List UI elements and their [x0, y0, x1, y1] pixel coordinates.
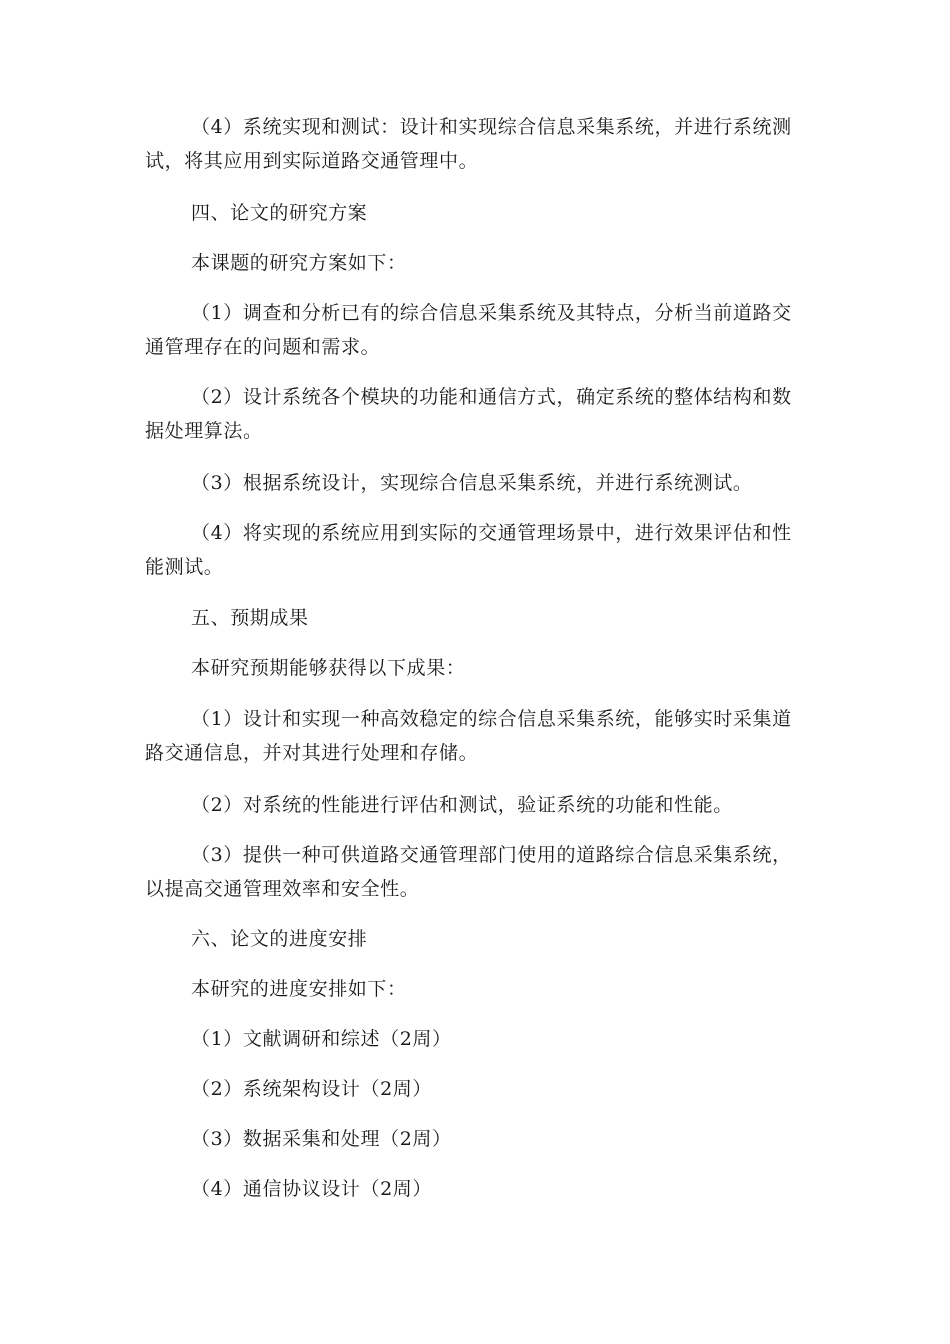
section-heading-research-plan: 四、论文的研究方案 — [191, 202, 368, 224]
paragraph-result-item-1: （1）设计和实现一种高效稳定的综合信息采集系统，能够实时采集道路交通信息，并对其进行处理和存储。 — [145, 708, 792, 764]
paragraph-system-implementation: （4）系统实现和测试：设计和实现综合信息采集系统，并进行系统测试，将其应用到实际道路交通管理中。 — [145, 116, 792, 172]
paragraph-plan-item-4: （4）将实现的系统应用到实际的交通管理场景中，进行效果评估和性能测试。 — [145, 522, 792, 578]
paragraph-plan-item-3: （3）根据系统设计，实现综合信息采集系统，并进行系统测试。 — [191, 472, 753, 494]
paragraph-plan-item-1: （1）调查和分析已有的综合信息采集系统及其特点，分析当前道路交通管理存在的问题和需求。 — [145, 302, 792, 358]
section-heading-expected-results: 五、预期成果 — [191, 607, 309, 629]
schedule-item-1: （1）文献调研和综述（2周） — [191, 1028, 452, 1050]
paragraph-plan-item-2: （2）设计系统各个模块的功能和通信方式，确定系统的整体结构和数据处理算法。 — [145, 386, 792, 442]
schedule-item-2: （2）系统架构设计（2周） — [191, 1078, 432, 1100]
schedule-item-4: （4）通信协议设计（2周） — [191, 1178, 432, 1200]
paragraph-result-item-2: （2）对系统的性能进行评估和测试，验证系统的功能和性能。 — [191, 794, 733, 816]
paragraph-results-intro: 本研究预期能够获得以下成果： — [191, 657, 466, 679]
paragraph-schedule-intro: 本研究的进度安排如下： — [191, 978, 407, 1000]
section-heading-schedule: 六、论文的进度安排 — [191, 928, 368, 950]
paragraph-result-item-3: （3）提供一种可供道路交通管理部门使用的道路综合信息采集系统，以提高交通管理效率和安全性。 — [145, 844, 792, 900]
paragraph-plan-intro: 本课题的研究方案如下： — [191, 252, 407, 274]
schedule-item-3: （3）数据采集和处理（2周） — [191, 1128, 452, 1150]
